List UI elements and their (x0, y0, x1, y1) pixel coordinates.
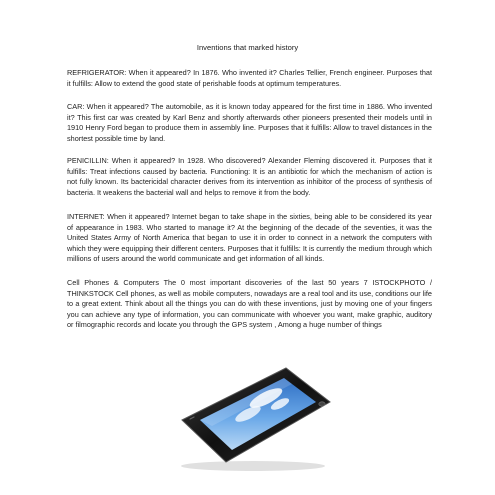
paragraph-car: CAR: When it appeared? The automobile, as it is known today appeared for the first time in 1886. Who invented it? This first car was created by Karl Benz and shortly afterwards other pioneers presented their models until in 1910 Henry Ford began to produce them in assembly line. Purposes that it fulfills: Allow to travel distances in the shortest possible time by land. (67, 102, 432, 143)
smartphone-illustration (168, 362, 338, 474)
paragraph-internet: INTERNET: When it appeared? Internet began to take shape in the sixties, being able to be considered its year of appearance in 1983. Who started to manage it? At the beginning of the decade of the seventies, it was the United States Army of North America that began to use it in order to connect in a network the computers with which they were equipping their different centers. Purposes that it fulfills: It is currently the medium through which millions of users around the world communicate and get information of all kinds. (67, 212, 432, 264)
phone-shadow (181, 461, 325, 471)
home-button-icon (319, 402, 325, 406)
smartphone-image (168, 362, 338, 474)
document-title: Inventions that marked history (196, 43, 299, 52)
paragraph-refrigerator: REFRIGERATOR: When it appeared? In 1876. Who invented it? Charles Tellier, French engineer. Purposes that it fulfills: Allow to extend the good state of perishable foods at optimum temperatures. (67, 68, 432, 88)
paragraph-penicillin: PENICILLIN: When it appeared? In 1928. Who discovered? Alexander Fleming discovered it. Purposes that it fulfills: Treat infections caused by bacteria. Functioning: It is an antibiotic for which the mechanism of action is not fully known. Its bactericidal character derives from its intervention as inhibitor of the process of synthesis of bacteria. It weakens the bacterial wall and helps to remove it from the body. (67, 156, 432, 197)
paragraph-cell-phones: Cell Phones & Computers The 0 most important discoveries of the last 50 years 7 ISTOCKPHOTO / THINKSTOCK Cell phones, as well as mobile computers, nowadays are a real tool and its use, conditions our life to a great extent. Think about all the things you can do with these inventions, just by moving one of your fingers you can achieve any type of information, you can communicate with whoever you want, make graphic, auditory or filmographic records and locate you through the GPS system , Among a huge number of things (67, 278, 432, 330)
